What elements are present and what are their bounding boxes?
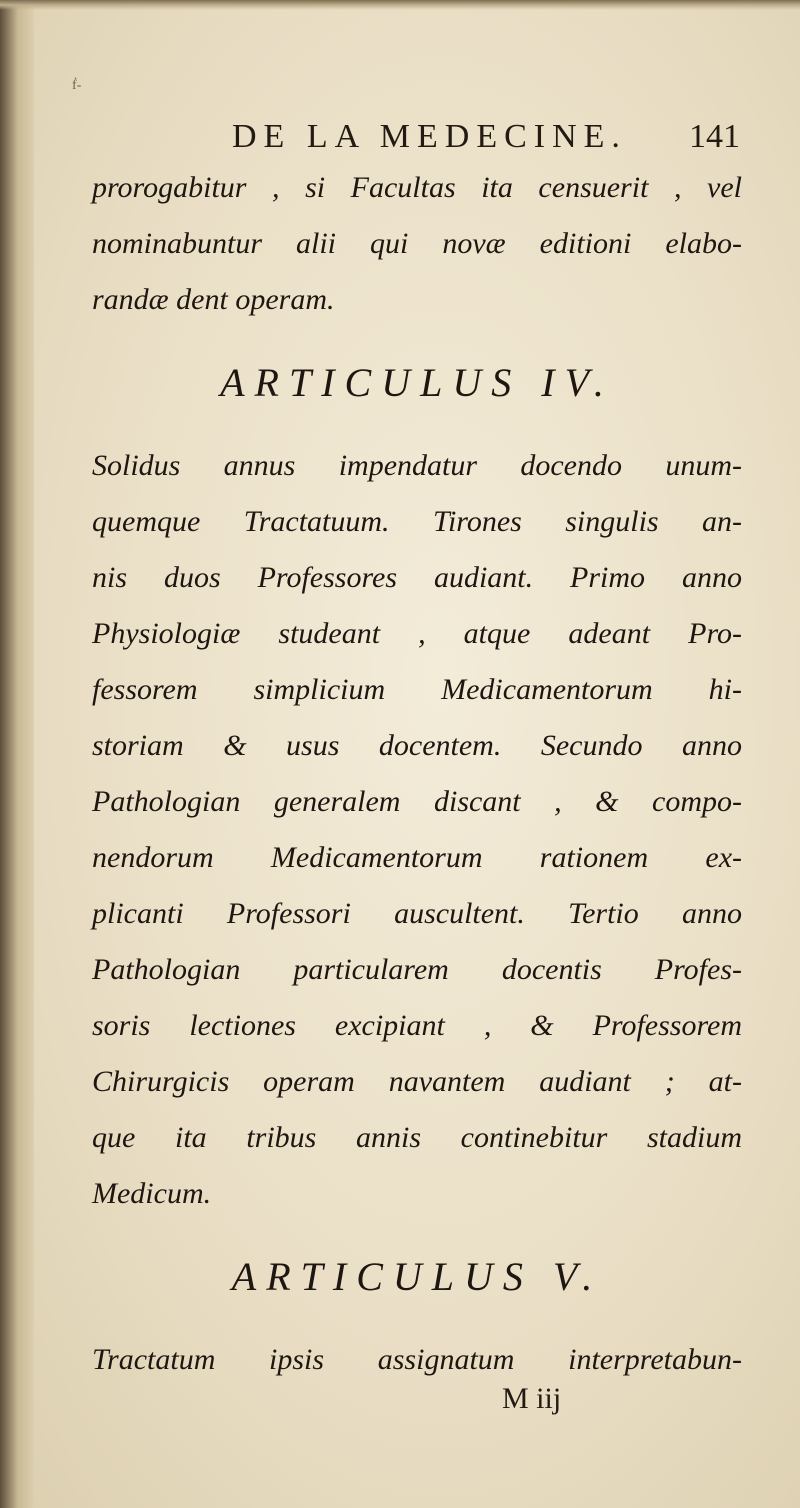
text-line: Tractatum ipsis assignatum interpretabun-	[92, 1343, 742, 1376]
page-gutter	[0, 0, 34, 1508]
text-line: nis duos Professores audiant. Primo anno	[92, 561, 742, 594]
page-number: 141	[689, 118, 740, 155]
text-line: Solidus annus impendatur docendo unum-	[92, 449, 742, 482]
article-heading: ARTICULUS V.	[231, 1254, 603, 1299]
text-line: fessorem simplicium Medicamentorum hi-	[92, 673, 742, 706]
text-line: Pathologian generalem discant , & compo-	[92, 785, 742, 818]
body-text	[92, 160, 742, 1388]
text-line: storiam & usus docentem. Secundo anno	[92, 729, 742, 762]
text-line: quemque Tractatuum. Tirones singulis an-	[92, 505, 742, 538]
stray-ink-mark: ḟ-	[72, 78, 82, 93]
article-heading: ARTICULUS IV.	[220, 360, 614, 405]
text-line: soris lectiones excipiant , & Professorem	[92, 1009, 742, 1042]
text-line: que ita tribus annis continebitur stadium	[92, 1121, 742, 1154]
text-line: Physiologiæ studeant , atque adeant Pro-	[92, 617, 742, 650]
text-line: prorogabitur , si Facultas ita censuerit , vel	[92, 171, 742, 204]
page-top-edge	[0, 0, 800, 10]
text-line: randæ dent operam.	[92, 283, 335, 316]
text-line: Chirurgicis operam navantem audiant ; at-	[92, 1065, 742, 1098]
text-line: plicanti Professori auscultent. Tertio anno	[92, 897, 742, 930]
text-line: Pathologian particularem docentis Profes-	[92, 953, 742, 986]
text-line: nominabuntur alii qui novæ editioni elabo-	[92, 227, 742, 260]
signature-catchword: M iij	[502, 1382, 562, 1415]
text-line: nendorum Medicamentorum rationem ex-	[92, 841, 742, 874]
text-line: Medicum.	[92, 1177, 212, 1210]
running-head: DE LA MEDECINE.	[232, 118, 627, 155]
